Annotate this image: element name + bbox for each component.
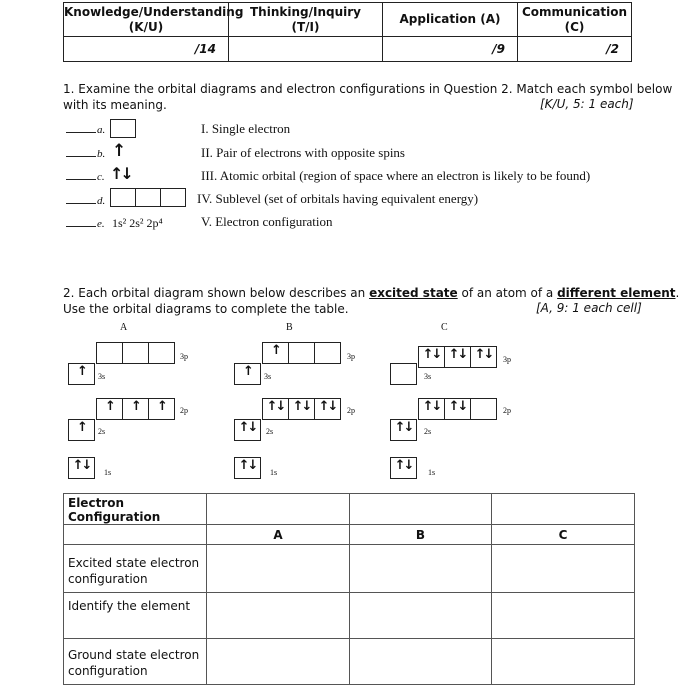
table-row bbox=[64, 639, 635, 685]
table-column-c: C bbox=[492, 525, 635, 545]
answer-cell-c-ground[interactable] bbox=[492, 639, 635, 685]
orbital-2p-3 bbox=[470, 398, 497, 420]
orbital-2s: ↑ bbox=[68, 419, 95, 441]
sublevel-label-3p: 3p bbox=[503, 355, 511, 364]
rubric-table bbox=[63, 2, 632, 62]
rubric-mark-ku: /14 bbox=[64, 37, 229, 62]
q2-text-line1: 2. Each orbital diagram shown below describes an excited state of an atom of a different element. bbox=[63, 286, 680, 300]
row-label-excited: Excited state electron configuration bbox=[64, 545, 207, 593]
orbital-1s: ↑↓ bbox=[390, 457, 417, 479]
orbital-2p-1: ↑↓ bbox=[262, 398, 289, 420]
meaning-3: III. Atomic orbital (region of space where an electron is likely to be found) bbox=[201, 168, 591, 183]
q1-marks: [K/U, 5: 1 each] bbox=[540, 97, 634, 111]
q1-item-e: e. 1s² 2s² 2p⁴ bbox=[66, 215, 163, 231]
answer-cell-b-excited[interactable] bbox=[350, 545, 492, 593]
up-down-arrows-icon: ↑↓ bbox=[110, 164, 131, 183]
q1-text-line2: with its meaning. bbox=[63, 98, 167, 112]
meaning-5: V. Electron configuration bbox=[201, 214, 333, 229]
rubric-header-c: Communication (C) bbox=[518, 3, 632, 37]
sublevel-label-2s: 2s bbox=[424, 427, 432, 436]
meaning-1: I. Single electron bbox=[201, 121, 291, 136]
q1-item-c: c. bbox=[66, 168, 105, 184]
orbital-3p-3 bbox=[314, 342, 341, 364]
sublevel-box-2 bbox=[135, 188, 161, 207]
answer-cell-a-excited[interactable] bbox=[207, 545, 350, 593]
q2-text-line2: Use the orbital diagrams to complete the table. bbox=[63, 302, 349, 316]
sublevel-box-1 bbox=[110, 188, 136, 207]
answer-blank[interactable] bbox=[66, 145, 96, 157]
orbital-box-symbol bbox=[110, 119, 136, 138]
answer-cell-b-element[interactable] bbox=[350, 593, 492, 639]
answer-cell-a-ground[interactable] bbox=[207, 639, 350, 685]
orbital-2s: ↑↓ bbox=[390, 419, 417, 441]
answer-cell-c-excited[interactable] bbox=[492, 545, 635, 593]
orbital-2s: ↑↓ bbox=[234, 419, 261, 441]
orbital-3p-3 bbox=[148, 342, 175, 364]
orbital-3p-2 bbox=[122, 342, 149, 364]
sublevel-label-2p: 2p bbox=[503, 406, 511, 415]
orbital-1s: ↑↓ bbox=[68, 457, 95, 479]
orbital-3p-2 bbox=[288, 342, 315, 364]
rubric-mark-ti bbox=[229, 37, 383, 62]
q1-text-line1: 1. Examine the orbital diagrams and electron configurations in Question 2. Match each symbol below bbox=[63, 82, 673, 96]
sublevel-box-3 bbox=[160, 188, 186, 207]
orbital-1s: ↑↓ bbox=[234, 457, 261, 479]
answer-cell-a-element[interactable] bbox=[207, 593, 350, 639]
sublevel-label-2s: 2s bbox=[266, 427, 274, 436]
table-title: Electron Configuration bbox=[64, 494, 207, 525]
sublevel-label-1s: 1s bbox=[104, 468, 112, 477]
sublevel-label-3p: 3p bbox=[347, 352, 355, 361]
sublevel-label-2p: 2p bbox=[347, 406, 355, 415]
table-column-a: A bbox=[207, 525, 350, 545]
orbital-3p-2: ↑↓ bbox=[444, 346, 471, 368]
sublevel-label-1s: 1s bbox=[270, 468, 278, 477]
column-label-b: B bbox=[286, 322, 293, 333]
q1-item-d: d. bbox=[66, 192, 105, 208]
orbital-2p-2: ↑↓ bbox=[444, 398, 471, 420]
sublevel-label-3s: 3s bbox=[98, 372, 106, 381]
orbital-3s: ↑ bbox=[68, 363, 95, 385]
electron-configuration-table bbox=[63, 493, 635, 685]
answer-cell-b-ground[interactable] bbox=[350, 639, 492, 685]
table-row bbox=[64, 545, 635, 593]
column-label-a: A bbox=[120, 322, 128, 333]
answer-blank[interactable] bbox=[66, 121, 96, 133]
sublevel-label-2p: 2p bbox=[180, 406, 188, 415]
orbital-2p-3: ↑↓ bbox=[314, 398, 341, 420]
q1-item-b: b. bbox=[66, 145, 105, 161]
row-label-element: Identify the element bbox=[64, 593, 207, 639]
row-label-ground: Ground state electron configuration bbox=[64, 639, 207, 685]
table-row bbox=[64, 593, 635, 639]
table-column-b: B bbox=[350, 525, 492, 545]
orbital-3p-1 bbox=[96, 342, 123, 364]
orbital-2p-1: ↑↓ bbox=[418, 398, 445, 420]
sublevel-label-3s: 3s bbox=[424, 372, 432, 381]
q1-item-a: a. bbox=[66, 121, 105, 137]
orbital-3s bbox=[390, 363, 417, 385]
orbital-3p-3: ↑↓ bbox=[470, 346, 497, 368]
rubric-header-ku: Knowledge/Understanding (K/U) bbox=[64, 3, 229, 37]
sublevel-label-1s: 1s bbox=[428, 468, 436, 477]
orbital-2p-3: ↑ bbox=[148, 398, 175, 420]
electron-configuration-example: 1s² 2s² 2p⁴ bbox=[111, 216, 163, 230]
sublevel-label-2s: 2s bbox=[98, 427, 106, 436]
answer-blank[interactable] bbox=[66, 168, 96, 180]
rubric-header-ti: Thinking/Inquiry (T/I) bbox=[229, 3, 383, 37]
column-label-c: C bbox=[441, 322, 448, 333]
orbital-2p-1: ↑ bbox=[96, 398, 123, 420]
answer-cell-c-element[interactable] bbox=[492, 593, 635, 639]
sublevel-label-3s: 3s bbox=[264, 372, 272, 381]
rubric-mark-c: /2 bbox=[518, 37, 632, 62]
rubric-mark-a: /9 bbox=[383, 37, 518, 62]
orbital-3p-1: ↑↓ bbox=[418, 346, 445, 368]
answer-blank[interactable] bbox=[66, 215, 96, 227]
orbital-3p-1: ↑ bbox=[262, 342, 289, 364]
answer-blank[interactable] bbox=[66, 192, 96, 204]
sublevel-label-3p: 3p bbox=[180, 352, 188, 361]
up-arrow-icon: ↑ bbox=[112, 141, 127, 161]
meaning-4: IV. Sublevel (set of orbitals having equivalent energy) bbox=[197, 191, 479, 206]
meaning-2: II. Pair of electrons with opposite spins bbox=[201, 145, 405, 160]
orbital-2p-2: ↑ bbox=[122, 398, 149, 420]
orbital-3s: ↑ bbox=[234, 363, 261, 385]
orbital-2p-2: ↑↓ bbox=[288, 398, 315, 420]
rubric-header-a: Application (A) bbox=[383, 3, 518, 37]
q2-marks: [A, 9: 1 each cell] bbox=[536, 301, 642, 315]
